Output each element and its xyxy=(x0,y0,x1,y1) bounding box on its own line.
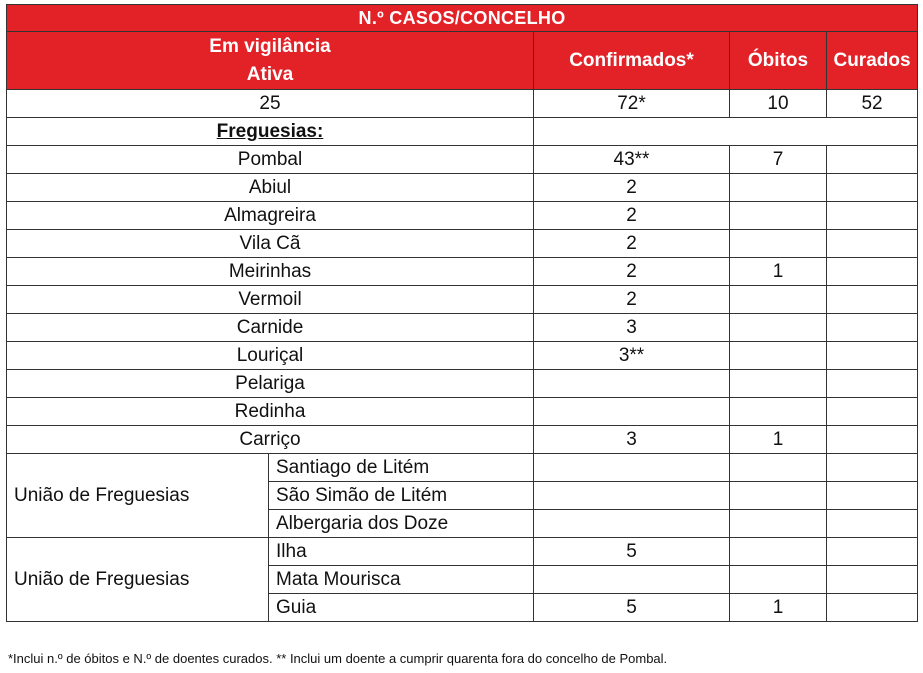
freguesia-curados xyxy=(827,370,918,398)
empty-cell xyxy=(534,118,918,146)
freguesias-label: Freguesias: xyxy=(7,118,534,146)
freguesia-confirmados: 2 xyxy=(534,286,730,314)
table-row xyxy=(7,286,918,314)
table-row xyxy=(7,538,918,566)
freguesia-confirmados: 3 xyxy=(534,426,730,454)
header-vigilancia-line2: Ativa xyxy=(246,63,294,85)
freguesia-confirmados xyxy=(534,398,730,426)
table-row xyxy=(7,174,918,202)
freguesia-name: Almagreira xyxy=(7,202,534,230)
freguesia-obitos: 1 xyxy=(730,258,827,286)
freguesia-obitos xyxy=(730,398,827,426)
uniao-label: União de Freguesias xyxy=(7,538,269,622)
freguesia-name: Carriço xyxy=(7,426,534,454)
total-curados: 52 xyxy=(827,90,918,118)
uniao-member-confirmados xyxy=(534,482,730,510)
uniao-member-curados xyxy=(827,594,918,622)
header-confirmados: Confirmados* xyxy=(534,32,730,90)
uniao-member-name: Ilha xyxy=(269,538,534,566)
uniao-member-name: Guia xyxy=(269,594,534,622)
freguesia-curados xyxy=(827,146,918,174)
total-confirmados: 72* xyxy=(534,90,730,118)
freguesia-curados xyxy=(827,286,918,314)
uniao-member-name: Santiago de Litém xyxy=(269,454,534,482)
uniao-member-curados xyxy=(827,510,918,538)
table-row xyxy=(7,314,918,342)
freguesia-obitos xyxy=(730,174,827,202)
freguesia-name: Louriçal xyxy=(7,342,534,370)
freguesia-curados xyxy=(827,202,918,230)
freguesia-name: Redinha xyxy=(7,398,534,426)
total-vigilancia: 25 xyxy=(7,90,534,118)
uniao-member-curados xyxy=(827,566,918,594)
header-obitos: Óbitos xyxy=(730,32,827,90)
header-curados: Curados xyxy=(827,32,918,90)
freguesia-confirmados: 3 xyxy=(534,314,730,342)
uniao-member-obitos xyxy=(730,510,827,538)
freguesia-curados xyxy=(827,230,918,258)
freguesia-confirmados: 2 xyxy=(534,258,730,286)
freguesia-name: Pelariga xyxy=(7,370,534,398)
uniao-label: União de Freguesias xyxy=(7,454,269,538)
table-row xyxy=(7,370,918,398)
cases-table xyxy=(6,4,918,622)
uniao-member-confirmados xyxy=(534,510,730,538)
freguesia-name: Meirinhas xyxy=(7,258,534,286)
freguesia-confirmados: 2 xyxy=(534,230,730,258)
freguesia-name: Vermoil xyxy=(7,286,534,314)
totals-row xyxy=(7,90,918,118)
table-row xyxy=(7,398,918,426)
freguesia-obitos xyxy=(730,370,827,398)
uniao-member-name: Mata Mourisca xyxy=(269,566,534,594)
header-vigilancia xyxy=(7,32,534,90)
freguesia-confirmados xyxy=(534,370,730,398)
freguesia-confirmados: 43** xyxy=(534,146,730,174)
uniao-member-name: Albergaria dos Doze xyxy=(269,510,534,538)
uniao-member-obitos xyxy=(730,566,827,594)
uniao-member-confirmados: 5 xyxy=(534,594,730,622)
uniao-member-confirmados xyxy=(534,566,730,594)
freguesia-confirmados: 2 xyxy=(534,174,730,202)
freguesia-curados xyxy=(827,174,918,202)
freguesia-obitos: 1 xyxy=(730,426,827,454)
table-row xyxy=(7,230,918,258)
freguesia-name: Vila Cã xyxy=(7,230,534,258)
cases-table-container xyxy=(6,4,917,622)
table-row xyxy=(7,426,918,454)
table-row xyxy=(7,258,918,286)
freguesia-curados xyxy=(827,314,918,342)
freguesia-curados xyxy=(827,342,918,370)
uniao-member-curados xyxy=(827,454,918,482)
table-title: N.º CASOS/CONCELHO xyxy=(7,5,918,32)
table-row xyxy=(7,342,918,370)
table-row xyxy=(7,454,918,482)
freguesia-name: Carnide xyxy=(7,314,534,342)
total-obitos: 10 xyxy=(730,90,827,118)
footnote: *Inclui n.º de óbitos e N.º de doentes curados. ** Inclui um doente a cumprir quarenta fora do concelho de Pombal. xyxy=(8,651,668,666)
uniao-member-name: São Simão de Litém xyxy=(269,482,534,510)
freguesia-curados xyxy=(827,426,918,454)
freguesia-obitos xyxy=(730,202,827,230)
freguesia-curados xyxy=(827,258,918,286)
freguesia-obitos xyxy=(730,286,827,314)
uniao-member-curados xyxy=(827,482,918,510)
freguesia-name: Pombal xyxy=(7,146,534,174)
uniao-member-obitos xyxy=(730,454,827,482)
uniao-member-confirmados xyxy=(534,454,730,482)
uniao-member-curados xyxy=(827,538,918,566)
table-row xyxy=(7,146,918,174)
table-row xyxy=(7,202,918,230)
freguesias-label-row xyxy=(7,118,918,146)
freguesia-name: Abiul xyxy=(7,174,534,202)
freguesia-obitos xyxy=(730,230,827,258)
freguesia-obitos xyxy=(730,314,827,342)
freguesia-confirmados: 2 xyxy=(534,202,730,230)
header-vigilancia-line1: Em vigilância xyxy=(209,35,331,57)
freguesia-confirmados: 3** xyxy=(534,342,730,370)
uniao-member-obitos: 1 xyxy=(730,594,827,622)
freguesia-obitos: 7 xyxy=(730,146,827,174)
uniao-member-obitos xyxy=(730,482,827,510)
uniao-member-obitos xyxy=(730,538,827,566)
freguesia-obitos xyxy=(730,342,827,370)
uniao-member-confirmados: 5 xyxy=(534,538,730,566)
freguesia-curados xyxy=(827,398,918,426)
